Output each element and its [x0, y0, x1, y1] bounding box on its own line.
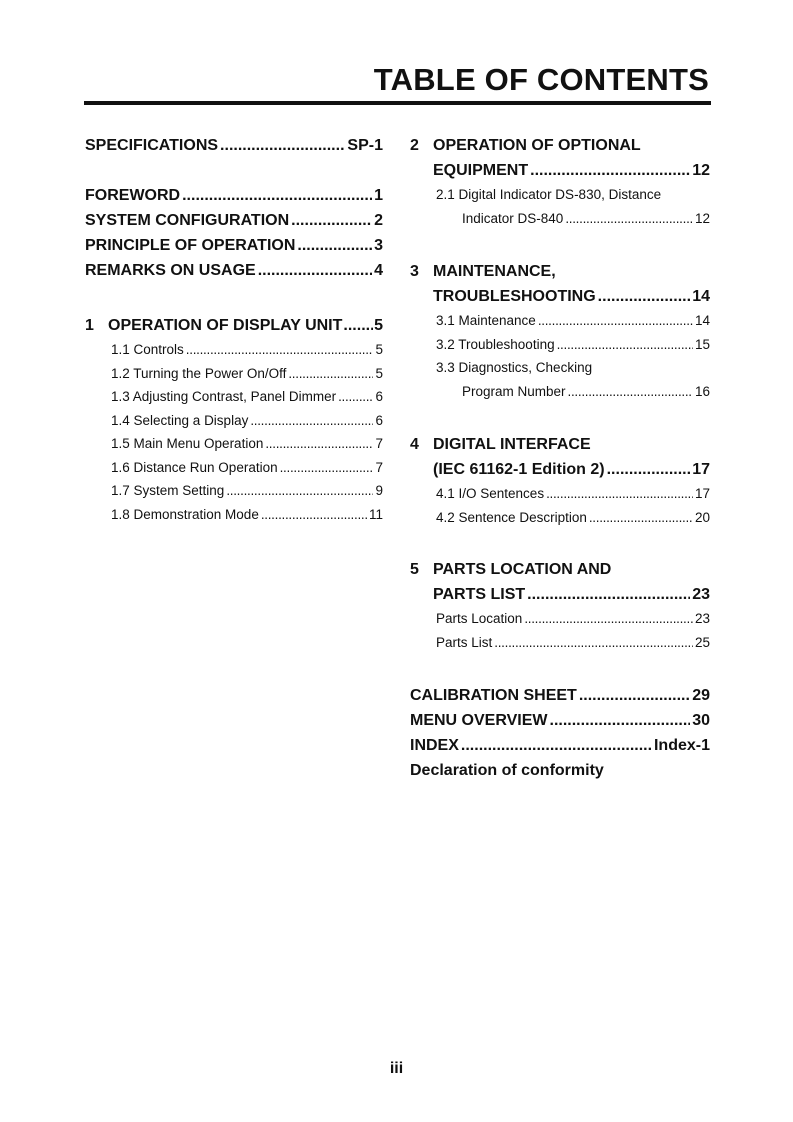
- toc-entry-index[interactable]: INDEX ..... Index-1: [410, 733, 710, 758]
- toc-chapter-4-cont[interactable]: (IEC 61162-1 Edition 2) ..... 17: [410, 457, 710, 482]
- toc-entry-calibration-sheet[interactable]: CALIBRATION SHEET ..... 29: [410, 683, 710, 708]
- toc-entry-system-configuration[interactable]: SYSTEM CONFIGURATION ..... 2: [85, 208, 383, 233]
- toc-section-1-6[interactable]: 1.6 Distance Run Operation ..... 7: [85, 456, 383, 480]
- page-number: iii: [389, 1060, 404, 1077]
- toc-entry-menu-overview[interactable]: MENU OVERVIEW ..... 30: [410, 708, 710, 733]
- toc-section-3-3-cont[interactable]: Program Number ..... 16: [410, 380, 710, 404]
- toc-entry-specifications[interactable]: SPECIFICATIONS ..... SP-1: [85, 133, 383, 158]
- title-rule: [84, 101, 711, 105]
- toc-entry-foreword[interactable]: FOREWORD ..... 1: [85, 183, 383, 208]
- toc-section-1-7[interactable]: 1.7 System Setting ..... 9: [85, 479, 383, 503]
- toc-parts-list[interactable]: Parts List ..... 25: [410, 631, 710, 655]
- toc-chapter-3-cont[interactable]: TROUBLESHOOTING ..... 14: [410, 284, 710, 309]
- toc-chapter-1[interactable]: 1 OPERATION OF DISPLAY UNIT ..... 5: [85, 313, 383, 338]
- toc-chapter-5-cont[interactable]: PARTS LIST ..... 23: [410, 582, 710, 607]
- toc-parts-location[interactable]: Parts Location ..... 23: [410, 607, 710, 631]
- toc-section-3-2[interactable]: 3.2 Troubleshooting ..... 15: [410, 333, 710, 357]
- toc-entry-remarks-on-usage[interactable]: REMARKS ON USAGE ..... 4: [85, 258, 383, 283]
- toc-chapter-4[interactable]: 4 DIGITAL INTERFACE: [410, 436, 591, 453]
- toc-chapter-2-cont[interactable]: EQUIPMENT ..... 12: [410, 158, 710, 183]
- toc-section-3-1[interactable]: 3.1 Maintenance ..... 14: [410, 309, 710, 333]
- toc-section-1-8[interactable]: 1.8 Demonstration Mode ..... 11: [85, 503, 383, 527]
- toc-section-1-2[interactable]: 1.2 Turning the Power On/Off ..... 5: [85, 362, 383, 386]
- toc-section-3-3[interactable]: 3.3 Diagnostics, Checking: [436, 360, 593, 375]
- toc-entry-principle-of-operation[interactable]: PRINCIPLE OF OPERATION ..... 3: [85, 233, 383, 258]
- toc-section-4-2[interactable]: 4.2 Sentence Description ..... 20: [410, 506, 710, 530]
- page-title: TABLE OF CONTENTS: [373, 62, 709, 97]
- toc-left-column: [85, 133, 383, 526]
- toc-section-2-1-cont[interactable]: Indicator DS-840 ..... 12: [410, 207, 710, 231]
- toc-chapter-2[interactable]: 2 OPERATION OF OPTIONAL: [410, 137, 641, 154]
- toc-chapter-5[interactable]: 5 PARTS LOCATION AND: [410, 561, 612, 578]
- toc-right-column: [410, 133, 710, 783]
- toc-section-1-4[interactable]: 1.4 Selecting a Display ..... 6: [85, 409, 383, 433]
- toc-section-2-1[interactable]: 2.1 Digital Indicator DS-830, Distance: [436, 187, 662, 202]
- toc-chapter-3[interactable]: 3 MAINTENANCE,: [410, 263, 556, 280]
- toc-section-1-3[interactable]: 1.3 Adjusting Contrast, Panel Dimmer ..... 6: [85, 385, 383, 409]
- toc-section-4-1[interactable]: 4.1 I/O Sentences ..... 17: [410, 482, 710, 506]
- toc-section-1-1[interactable]: 1.1 Controls ..... 5: [85, 338, 383, 362]
- toc-section-1-5[interactable]: 1.5 Main Menu Operation ..... 7: [85, 432, 383, 456]
- toc-entry-declaration[interactable]: Declaration of conformity: [410, 762, 604, 779]
